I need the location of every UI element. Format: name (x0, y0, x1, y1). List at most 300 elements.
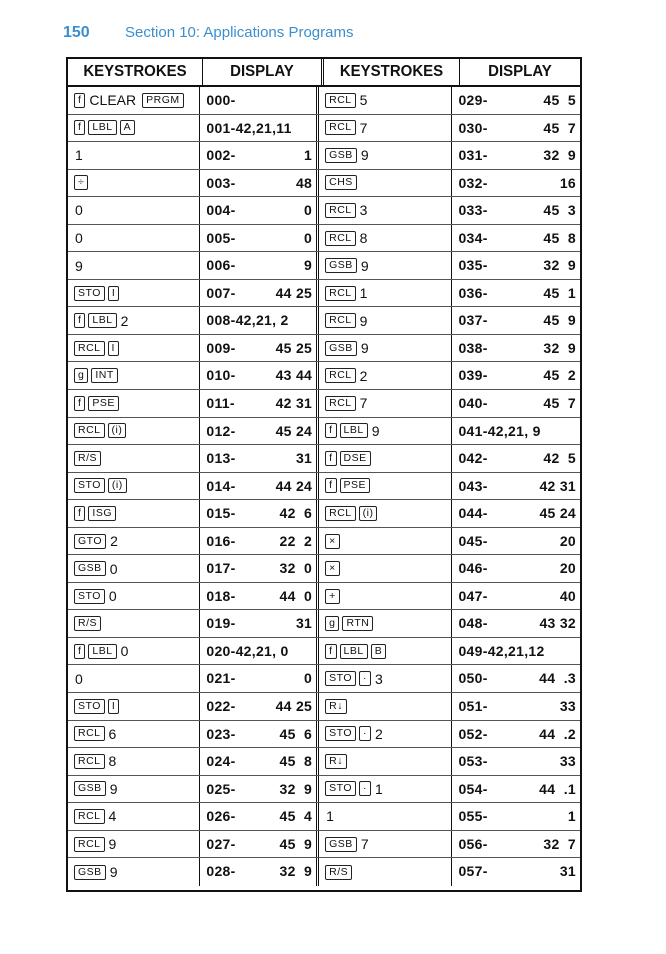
display-cell (200, 858, 319, 886)
key-symbol: RCL (74, 423, 105, 438)
display-code: 45 3 (543, 202, 576, 219)
key-symbol: R↓ (325, 754, 347, 769)
column-header: DISPLAY (488, 62, 552, 81)
table-row (68, 418, 580, 446)
display-address: 014- (206, 477, 236, 494)
key-symbol: f (74, 396, 85, 411)
key-symbol: RCL (74, 809, 105, 824)
display-cell (200, 528, 319, 555)
keystroke-cell (319, 721, 452, 748)
display-cell (452, 390, 580, 417)
table-row (68, 335, 580, 363)
display-cell (200, 721, 319, 748)
display-cell (452, 831, 580, 858)
table-row (68, 665, 580, 693)
display-code: 44 25 (275, 698, 313, 715)
key-symbol: INT (91, 368, 117, 383)
keystroke-cell (319, 197, 452, 224)
keystroke-text: 9 (359, 312, 368, 329)
keystroke-text: 0 (108, 588, 117, 605)
key-symbol: RCL (325, 506, 356, 521)
table-row (68, 803, 580, 831)
display-address: 032- (458, 174, 488, 191)
display-address: 011- (206, 395, 235, 412)
key-symbol: R↓ (325, 699, 347, 714)
key-symbol: PSE (88, 396, 119, 411)
keystroke-cell (68, 418, 200, 445)
display-cell (452, 197, 580, 224)
table-row (68, 638, 580, 666)
table-row (68, 555, 580, 583)
keystroke-text: 1 (375, 780, 383, 797)
display-address: 013- (206, 450, 236, 467)
table-row (68, 115, 580, 143)
display-code: 0 (304, 202, 313, 219)
keystroke-cell (319, 362, 452, 389)
display-address: 041-42,21, 9 (458, 422, 541, 439)
key-symbol: f (325, 478, 336, 493)
display-code: 45 7 (543, 395, 576, 412)
key-symbol: I (108, 341, 119, 356)
keystroke-cell (319, 87, 452, 114)
display-code: 32 9 (279, 863, 313, 880)
display-address: 045- (458, 532, 488, 549)
display-address: 052- (458, 725, 488, 742)
key-symbol: STO (74, 699, 105, 714)
display-cell (452, 776, 580, 803)
page-number: 150 (63, 24, 90, 41)
display-address: 016- (206, 532, 236, 549)
display-cell (200, 473, 319, 500)
key-symbol: RCL (325, 120, 356, 135)
display-cell (200, 170, 319, 197)
display-cell (200, 665, 319, 692)
display-cell (452, 748, 580, 775)
display-address: 038- (458, 339, 488, 356)
keystroke-text: 2 (110, 533, 118, 550)
key-symbol: GSB (74, 561, 106, 576)
display-cell (452, 280, 580, 307)
key-symbol: f (74, 644, 85, 659)
keystroke-text: 9 (360, 257, 369, 274)
key-symbol: RCL (74, 726, 105, 741)
table-row (68, 170, 580, 198)
display-code: 42 5 (543, 450, 576, 467)
display-cell (200, 362, 319, 389)
key-symbol: LBL (88, 644, 116, 659)
keystroke-cell (68, 445, 200, 472)
page-header (63, 24, 353, 44)
key-symbol: RCL (74, 754, 105, 769)
display-code: 1 (304, 147, 313, 164)
display-address: 009- (206, 339, 236, 356)
display-cell (452, 115, 580, 142)
display-cell (200, 748, 319, 775)
key-symbol: LBL (88, 120, 116, 135)
keystroke-cell (319, 252, 452, 279)
display-cell (200, 693, 319, 720)
display-code: 42 6 (279, 505, 313, 522)
display-cell (200, 197, 319, 224)
display-code: 45 6 (279, 725, 313, 742)
key-symbol: RCL (325, 93, 356, 108)
keystroke-cell (68, 500, 200, 527)
display-code: 45 9 (279, 835, 313, 852)
display-cell (452, 225, 580, 252)
key-symbol: STO (325, 781, 356, 796)
display-cell (200, 280, 319, 307)
keystroke-text: CLEAR (89, 92, 137, 109)
display-address: 055- (458, 808, 488, 825)
display-code: 16 (559, 174, 576, 191)
keystroke-cell (68, 803, 200, 830)
keystroke-text: 9 (109, 780, 118, 797)
key-symbol: GSB (325, 837, 357, 852)
display-cell (452, 142, 580, 169)
key-symbol: f (74, 506, 85, 521)
keystroke-cell (68, 776, 200, 803)
display-cell (452, 638, 580, 665)
keystroke-cell (68, 197, 200, 224)
key-symbol: GSB (74, 781, 106, 796)
key-symbol: RTN (342, 616, 373, 631)
display-cell (200, 500, 319, 527)
display-address: 039- (458, 367, 488, 384)
keystroke-cell (68, 307, 200, 334)
display-address: 050- (458, 670, 488, 687)
key-symbol: g (74, 368, 88, 383)
display-code: 33 (559, 753, 576, 770)
key-symbol: CHS (325, 175, 357, 190)
program-listing-table (66, 57, 582, 892)
keystroke-text: 2 (375, 725, 383, 742)
key-symbol: GSB (74, 865, 106, 880)
table-row (68, 693, 580, 721)
table-row (68, 307, 580, 335)
key-symbol: GSB (325, 148, 357, 163)
table-row (68, 528, 580, 556)
keystroke-text: 9 (109, 864, 118, 881)
display-cell (200, 115, 319, 142)
table-row (68, 87, 580, 115)
display-address: 002- (206, 147, 236, 164)
keystroke-cell (319, 610, 452, 637)
keystroke-cell (319, 776, 452, 803)
display-address: 019- (206, 615, 236, 632)
keystroke-text: 0 (120, 643, 129, 660)
display-cell (200, 225, 319, 252)
keystroke-cell (68, 858, 200, 886)
key-symbol: R/S (74, 616, 101, 631)
key-symbol: × (325, 561, 340, 576)
display-cell (452, 528, 580, 555)
display-cell (200, 252, 319, 279)
column-header: DISPLAY (203, 58, 324, 85)
keystroke-text: 1 (326, 808, 334, 825)
keystroke-text: 1 (359, 285, 368, 302)
keystroke-cell (319, 638, 452, 665)
keystroke-cell (319, 170, 452, 197)
table-row (68, 831, 580, 859)
display-address: 030- (458, 119, 488, 136)
keystroke-cell (68, 87, 200, 114)
display-code: 44 .1 (539, 780, 576, 797)
key-symbol: (i) (108, 423, 127, 438)
keystroke-cell (319, 280, 452, 307)
display-code: 45 7 (543, 119, 576, 136)
display-cell (452, 307, 580, 334)
display-code: 32 0 (279, 560, 313, 577)
keystroke-text: 3 (359, 202, 368, 219)
table-row (68, 280, 580, 308)
display-code: 1 (567, 808, 576, 825)
table-row (68, 858, 580, 886)
table-row (68, 445, 580, 473)
display-address: 051- (458, 698, 488, 715)
key-symbol: RCL (325, 368, 356, 383)
table-row (68, 721, 580, 749)
keystroke-cell (319, 142, 452, 169)
keystroke-text: 0 (75, 230, 83, 246)
keystroke-cell (319, 803, 452, 830)
display-code: 43 44 (275, 367, 313, 384)
display-address: 018- (206, 587, 236, 604)
table-row (68, 252, 580, 280)
display-code: 45 9 (543, 312, 576, 329)
keystroke-text: 7 (359, 395, 368, 412)
key-symbol: STO (325, 726, 356, 741)
display-address: 021- (206, 670, 236, 687)
display-code: 32 7 (543, 835, 576, 852)
display-address: 012- (206, 422, 236, 439)
key-symbol: + (325, 589, 340, 604)
display-address: 010- (206, 367, 236, 384)
display-code: 45 24 (275, 422, 313, 439)
section-title: Section 10: Applications Programs (125, 24, 354, 41)
display-address: 042- (458, 450, 488, 467)
display-cell (200, 555, 319, 582)
display-code: 44 .3 (539, 670, 576, 687)
display-address: 054- (458, 780, 488, 797)
key-symbol: R/S (325, 865, 352, 880)
display-address: 025- (206, 780, 236, 797)
key-symbol: PRGM (142, 93, 184, 108)
display-address: 036- (458, 284, 488, 301)
table-row (68, 583, 580, 611)
table-row (68, 748, 580, 776)
keystroke-cell (319, 555, 452, 582)
display-code: 32 9 (279, 780, 313, 797)
keystroke-cell (68, 583, 200, 610)
key-symbol: · (359, 726, 371, 741)
keystroke-text: 0 (75, 670, 83, 687)
table-row (68, 610, 580, 638)
display-cell (452, 583, 580, 610)
key-symbol: I (108, 286, 119, 301)
keystroke-cell (319, 115, 452, 142)
keystroke-cell (68, 610, 200, 637)
column-header: KEYSTROKES (324, 58, 460, 85)
table-row (68, 225, 580, 253)
keystroke-cell (68, 335, 200, 362)
column-header: KEYSTROKES (68, 58, 203, 85)
keystroke-text: 3 (375, 670, 383, 687)
keystroke-cell (319, 748, 452, 775)
keystroke-text: 2 (359, 367, 368, 384)
keystroke-cell (68, 115, 200, 142)
display-cell (200, 307, 319, 334)
display-cell (200, 445, 319, 472)
keystroke-cell (68, 721, 200, 748)
display-cell (200, 803, 319, 830)
key-symbol: f (74, 93, 85, 108)
display-code: 45 25 (275, 339, 313, 356)
display-address: 049-42,21,12 (458, 642, 545, 659)
display-code: 31 (295, 450, 313, 467)
keystroke-cell (319, 500, 452, 527)
keystroke-text: 7 (359, 119, 368, 136)
keystroke-cell (319, 583, 452, 610)
key-symbol: STO (74, 589, 105, 604)
display-address: 001-42,21,11 (206, 119, 292, 136)
display-code: 42 31 (539, 477, 576, 494)
display-code: 0 (304, 670, 313, 687)
table-row (68, 776, 580, 804)
keystroke-cell (319, 307, 452, 334)
display-code: 40 (559, 587, 576, 604)
display-code: 31 (559, 863, 576, 880)
display-code: 20 (559, 532, 576, 549)
key-symbol: STO (74, 286, 105, 301)
table-row (68, 197, 580, 225)
keystroke-cell (319, 225, 452, 252)
key-symbol: STO (74, 478, 105, 493)
key-symbol: (i) (108, 478, 127, 493)
keystroke-cell (68, 665, 200, 692)
display-address: 027- (206, 835, 236, 852)
keystroke-cell (319, 831, 452, 858)
display-code: 45 5 (543, 92, 576, 108)
keystroke-cell (68, 225, 200, 252)
display-cell (452, 693, 580, 720)
key-symbol: f (325, 644, 336, 659)
display-address: 026- (206, 808, 236, 825)
display-cell (452, 170, 580, 197)
display-cell (452, 418, 580, 445)
display-cell (452, 362, 580, 389)
display-address: 047- (458, 587, 488, 604)
keystroke-cell (68, 142, 200, 169)
key-symbol: RCL (325, 396, 356, 411)
display-address: 057- (458, 863, 488, 880)
display-cell (200, 418, 319, 445)
display-cell (452, 252, 580, 279)
key-symbol: (i) (359, 506, 378, 521)
key-symbol: f (74, 313, 85, 328)
display-address: 033- (458, 202, 488, 219)
display-address: 056- (458, 835, 488, 852)
key-symbol: PSE (340, 478, 371, 493)
keystroke-cell (68, 831, 200, 858)
display-address: 020-42,21, 0 (206, 642, 289, 659)
display-code: 20 (559, 560, 576, 577)
key-symbol: RCL (74, 837, 105, 852)
keystroke-cell (319, 390, 452, 417)
keystroke-cell (319, 858, 452, 886)
keystroke-cell (68, 638, 200, 665)
display-address: 053- (458, 753, 488, 770)
keystroke-text: 4 (108, 808, 117, 825)
display-code: 44 .2 (539, 725, 576, 742)
display-code: 31 (295, 615, 313, 632)
keystroke-cell (319, 335, 452, 362)
keystroke-text: 0 (75, 202, 83, 219)
display-code: 9 (304, 257, 313, 274)
display-code: 44 0 (279, 587, 313, 604)
display-cell (452, 445, 580, 472)
key-symbol: RCL (325, 313, 356, 328)
display-code: 45 8 (543, 229, 576, 246)
display-cell (200, 335, 319, 362)
display-code: 48 (295, 174, 313, 191)
display-code: 45 2 (543, 367, 576, 384)
keystroke-text: 1 (75, 147, 83, 164)
keystroke-text: 9 (360, 147, 369, 164)
display-cell (200, 610, 319, 637)
display-code: 33 (559, 698, 576, 715)
key-symbol: GSB (325, 341, 357, 356)
key-symbol: LBL (340, 423, 368, 438)
key-symbol: ÷ (74, 175, 88, 190)
keystroke-cell (319, 418, 452, 445)
keystroke-cell (68, 555, 200, 582)
display-cell (452, 721, 580, 748)
display-code: 42 31 (275, 395, 313, 412)
key-symbol: f (325, 451, 336, 466)
display-code: 32 9 (543, 339, 576, 356)
display-address: 005- (206, 229, 236, 246)
keystroke-cell (68, 473, 200, 500)
keystroke-text: 9 (108, 836, 117, 853)
keystroke-cell (319, 445, 452, 472)
display-address: 024- (206, 753, 236, 770)
keystroke-cell (68, 693, 200, 720)
keystroke-cell (68, 280, 200, 307)
key-symbol: RCL (74, 341, 105, 356)
key-symbol: · (359, 781, 371, 796)
display-cell (452, 665, 580, 692)
display-cell (452, 803, 580, 830)
display-cell (200, 142, 319, 169)
key-symbol: RCL (325, 203, 356, 218)
display-cell (200, 583, 319, 610)
display-code: 45 8 (279, 753, 313, 770)
display-cell (200, 390, 319, 417)
display-cell (452, 555, 580, 582)
keystroke-text: 9 (371, 422, 380, 439)
display-address: 037- (458, 312, 488, 329)
keystroke-cell (68, 252, 200, 279)
display-cell (452, 87, 580, 114)
keystroke-text: 2 (120, 312, 129, 329)
keystroke-cell (319, 473, 452, 500)
display-address: 046- (458, 560, 488, 577)
keystroke-cell (68, 528, 200, 555)
display-code: 32 9 (543, 147, 576, 164)
display-address: 007- (206, 284, 236, 301)
key-symbol: DSE (340, 451, 371, 466)
key-symbol: A (120, 120, 136, 135)
